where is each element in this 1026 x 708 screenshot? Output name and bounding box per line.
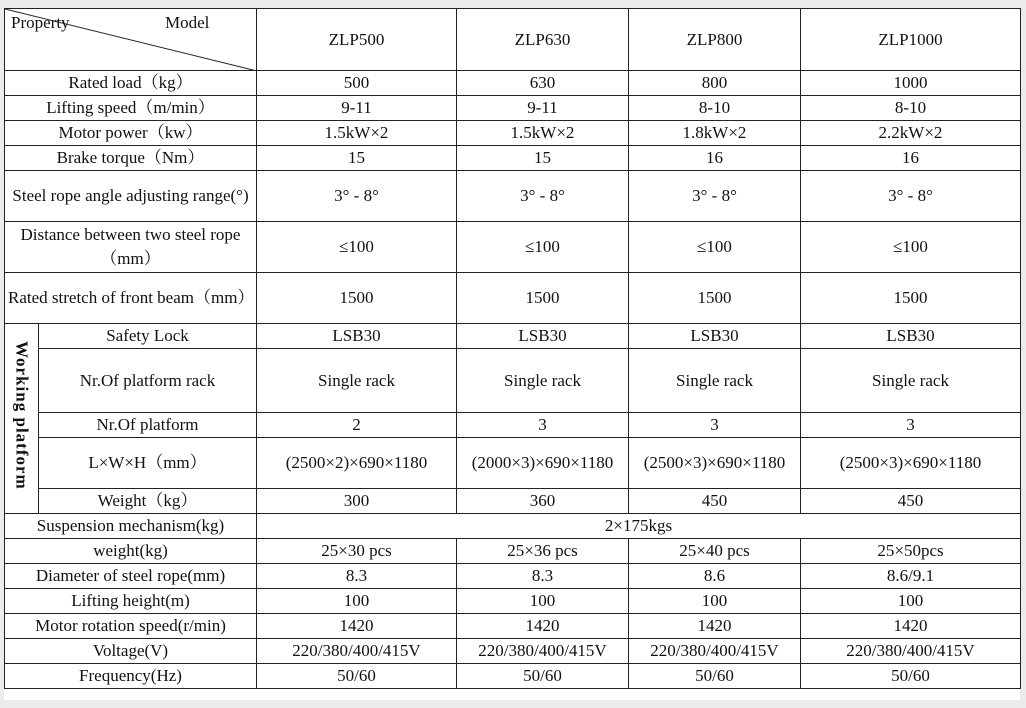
cell-value: 1000	[801, 71, 1021, 96]
row-label: Lifting speed（m/min）	[5, 96, 257, 121]
row-label: L×W×H（mm）	[39, 438, 257, 489]
spec-row	[5, 639, 1021, 664]
cell-value: 3° - 8°	[257, 171, 457, 222]
spec-row	[5, 664, 1021, 689]
spec-row	[5, 96, 1021, 121]
row-label: Motor rotation speed(r/min)	[5, 614, 257, 639]
cell-value: 450	[801, 489, 1021, 514]
spec-row	[5, 539, 1021, 564]
cell-value: 50/60	[457, 664, 629, 689]
cell-value: 500	[257, 71, 457, 96]
cell-value: 15	[257, 146, 457, 171]
cell-value: 100	[457, 589, 629, 614]
cell-value: 3° - 8°	[629, 171, 801, 222]
cell-value: 8-10	[801, 96, 1021, 121]
row-label: Steel rope angle adjusting range(°)	[5, 171, 257, 222]
cell-value: 16	[801, 146, 1021, 171]
cell-value: 25×30 pcs	[257, 539, 457, 564]
cell-value: 1420	[257, 614, 457, 639]
cell-value: 630	[457, 71, 629, 96]
spec-row	[5, 438, 1021, 489]
cell-value: Single rack	[629, 349, 801, 413]
spec-row	[5, 614, 1021, 639]
spec-row	[5, 589, 1021, 614]
spec-table	[4, 8, 1021, 689]
cell-value: Single rack	[457, 349, 629, 413]
row-label: Rated load（kg）	[5, 71, 257, 96]
cell-value: 1500	[457, 273, 629, 324]
spec-row	[5, 514, 1021, 539]
cell-value: 100	[801, 589, 1021, 614]
cell-value: ≤100	[457, 222, 629, 273]
cell-value: (2000×3)×690×1180	[457, 438, 629, 489]
cell-value: ≤100	[629, 222, 801, 273]
row-label: Voltage(V)	[5, 639, 257, 664]
cell-value: 8-10	[629, 96, 801, 121]
cell-value: 8.3	[257, 564, 457, 589]
cell-value: ≤100	[257, 222, 457, 273]
cell-value: 2	[257, 413, 457, 438]
row-label: Diameter of steel rope(mm)	[5, 564, 257, 589]
cell-value: LSB30	[457, 324, 629, 349]
row-label: Distance between two steel rope（mm）	[5, 222, 257, 273]
cell-value: 360	[457, 489, 629, 514]
cell-value: 9-11	[457, 96, 629, 121]
model-label: Model	[165, 13, 210, 32]
cell-value: 1420	[629, 614, 801, 639]
row-label: Safety Lock	[39, 324, 257, 349]
cell-value: 3	[629, 413, 801, 438]
cell-value: 25×40 pcs	[629, 539, 801, 564]
cell-value: 25×50pcs	[801, 539, 1021, 564]
cell-value: 8.6	[629, 564, 801, 589]
cell-value: 220/380/400/415V	[801, 639, 1021, 664]
cell-value: 100	[629, 589, 801, 614]
cell-value: 220/380/400/415V	[457, 639, 629, 664]
cell-value: 300	[257, 489, 457, 514]
row-label: Frequency(Hz)	[5, 664, 257, 689]
cell-value: LSB30	[801, 324, 1021, 349]
row-label: Nr.Of platform	[39, 413, 257, 438]
cell-value: 1.5kW×2	[257, 121, 457, 146]
cell-value: (2500×3)×690×1180	[801, 438, 1021, 489]
spec-row	[5, 324, 1021, 349]
spec-row	[5, 273, 1021, 324]
cell-value: Single rack	[257, 349, 457, 413]
cell-value: 800	[629, 71, 801, 96]
row-label: Rated stretch of front beam（mm）	[5, 273, 257, 324]
cell-value: 220/380/400/415V	[629, 639, 801, 664]
row-label: Suspension mechanism(kg)	[5, 514, 257, 539]
row-label: Weight（kg）	[39, 489, 257, 514]
cell-value: 1.5kW×2	[457, 121, 629, 146]
cell-value: 3	[457, 413, 629, 438]
spec-row	[5, 71, 1021, 96]
spec-row	[5, 171, 1021, 222]
cell-value: 1420	[457, 614, 629, 639]
cell-value: 100	[257, 589, 457, 614]
cell-value: 16	[629, 146, 801, 171]
cell-value: 220/380/400/415V	[257, 639, 457, 664]
row-label: weight(kg)	[5, 539, 257, 564]
cell-value: ≤100	[801, 222, 1021, 273]
working-platform-group-label: Working platform	[5, 324, 39, 514]
header-row	[5, 9, 1021, 71]
spec-row	[5, 349, 1021, 413]
spec-sheet	[4, 8, 1020, 700]
spec-row	[5, 489, 1021, 514]
cell-value: LSB30	[257, 324, 457, 349]
spec-row	[5, 564, 1021, 589]
row-label: Brake torque（Nm）	[5, 146, 257, 171]
cell-value: 15	[457, 146, 629, 171]
row-label: Lifting height(m)	[5, 589, 257, 614]
model-header: ZLP800	[629, 9, 801, 71]
cell-value: (2500×2)×690×1180	[257, 438, 457, 489]
cell-value: 50/60	[629, 664, 801, 689]
cell-value: Single rack	[801, 349, 1021, 413]
cell-value: 8.3	[457, 564, 629, 589]
cell-value: 1420	[801, 614, 1021, 639]
model-header: ZLP1000	[801, 9, 1021, 71]
model-header: ZLP500	[257, 9, 457, 71]
spec-row	[5, 121, 1021, 146]
header-corner-cell	[5, 9, 257, 71]
cell-value: 3° - 8°	[457, 171, 629, 222]
cell-value: 3° - 8°	[801, 171, 1021, 222]
spec-row	[5, 413, 1021, 438]
cell-value: 1500	[801, 273, 1021, 324]
spec-row	[5, 146, 1021, 171]
cell-value: 2.2kW×2	[801, 121, 1021, 146]
cell-value: 50/60	[257, 664, 457, 689]
cell-value: 1500	[629, 273, 801, 324]
cell-value: 25×36 pcs	[457, 539, 629, 564]
spec-row	[5, 222, 1021, 273]
property-label: Property	[11, 13, 70, 32]
model-header: ZLP630	[457, 9, 629, 71]
cell-value: 3	[801, 413, 1021, 438]
cell-value: 9-11	[257, 96, 457, 121]
row-label: Nr.Of platform rack	[39, 349, 257, 413]
cell-value: 450	[629, 489, 801, 514]
cell-value: (2500×3)×690×1180	[629, 438, 801, 489]
cell-value: LSB30	[629, 324, 801, 349]
cell-value: 50/60	[801, 664, 1021, 689]
cell-value: 8.6/9.1	[801, 564, 1021, 589]
cell-value: 1500	[257, 273, 457, 324]
cell-value: 1.8kW×2	[629, 121, 801, 146]
row-label: Motor power（kw）	[5, 121, 257, 146]
cell-value: 2×175kgs	[257, 514, 1021, 539]
